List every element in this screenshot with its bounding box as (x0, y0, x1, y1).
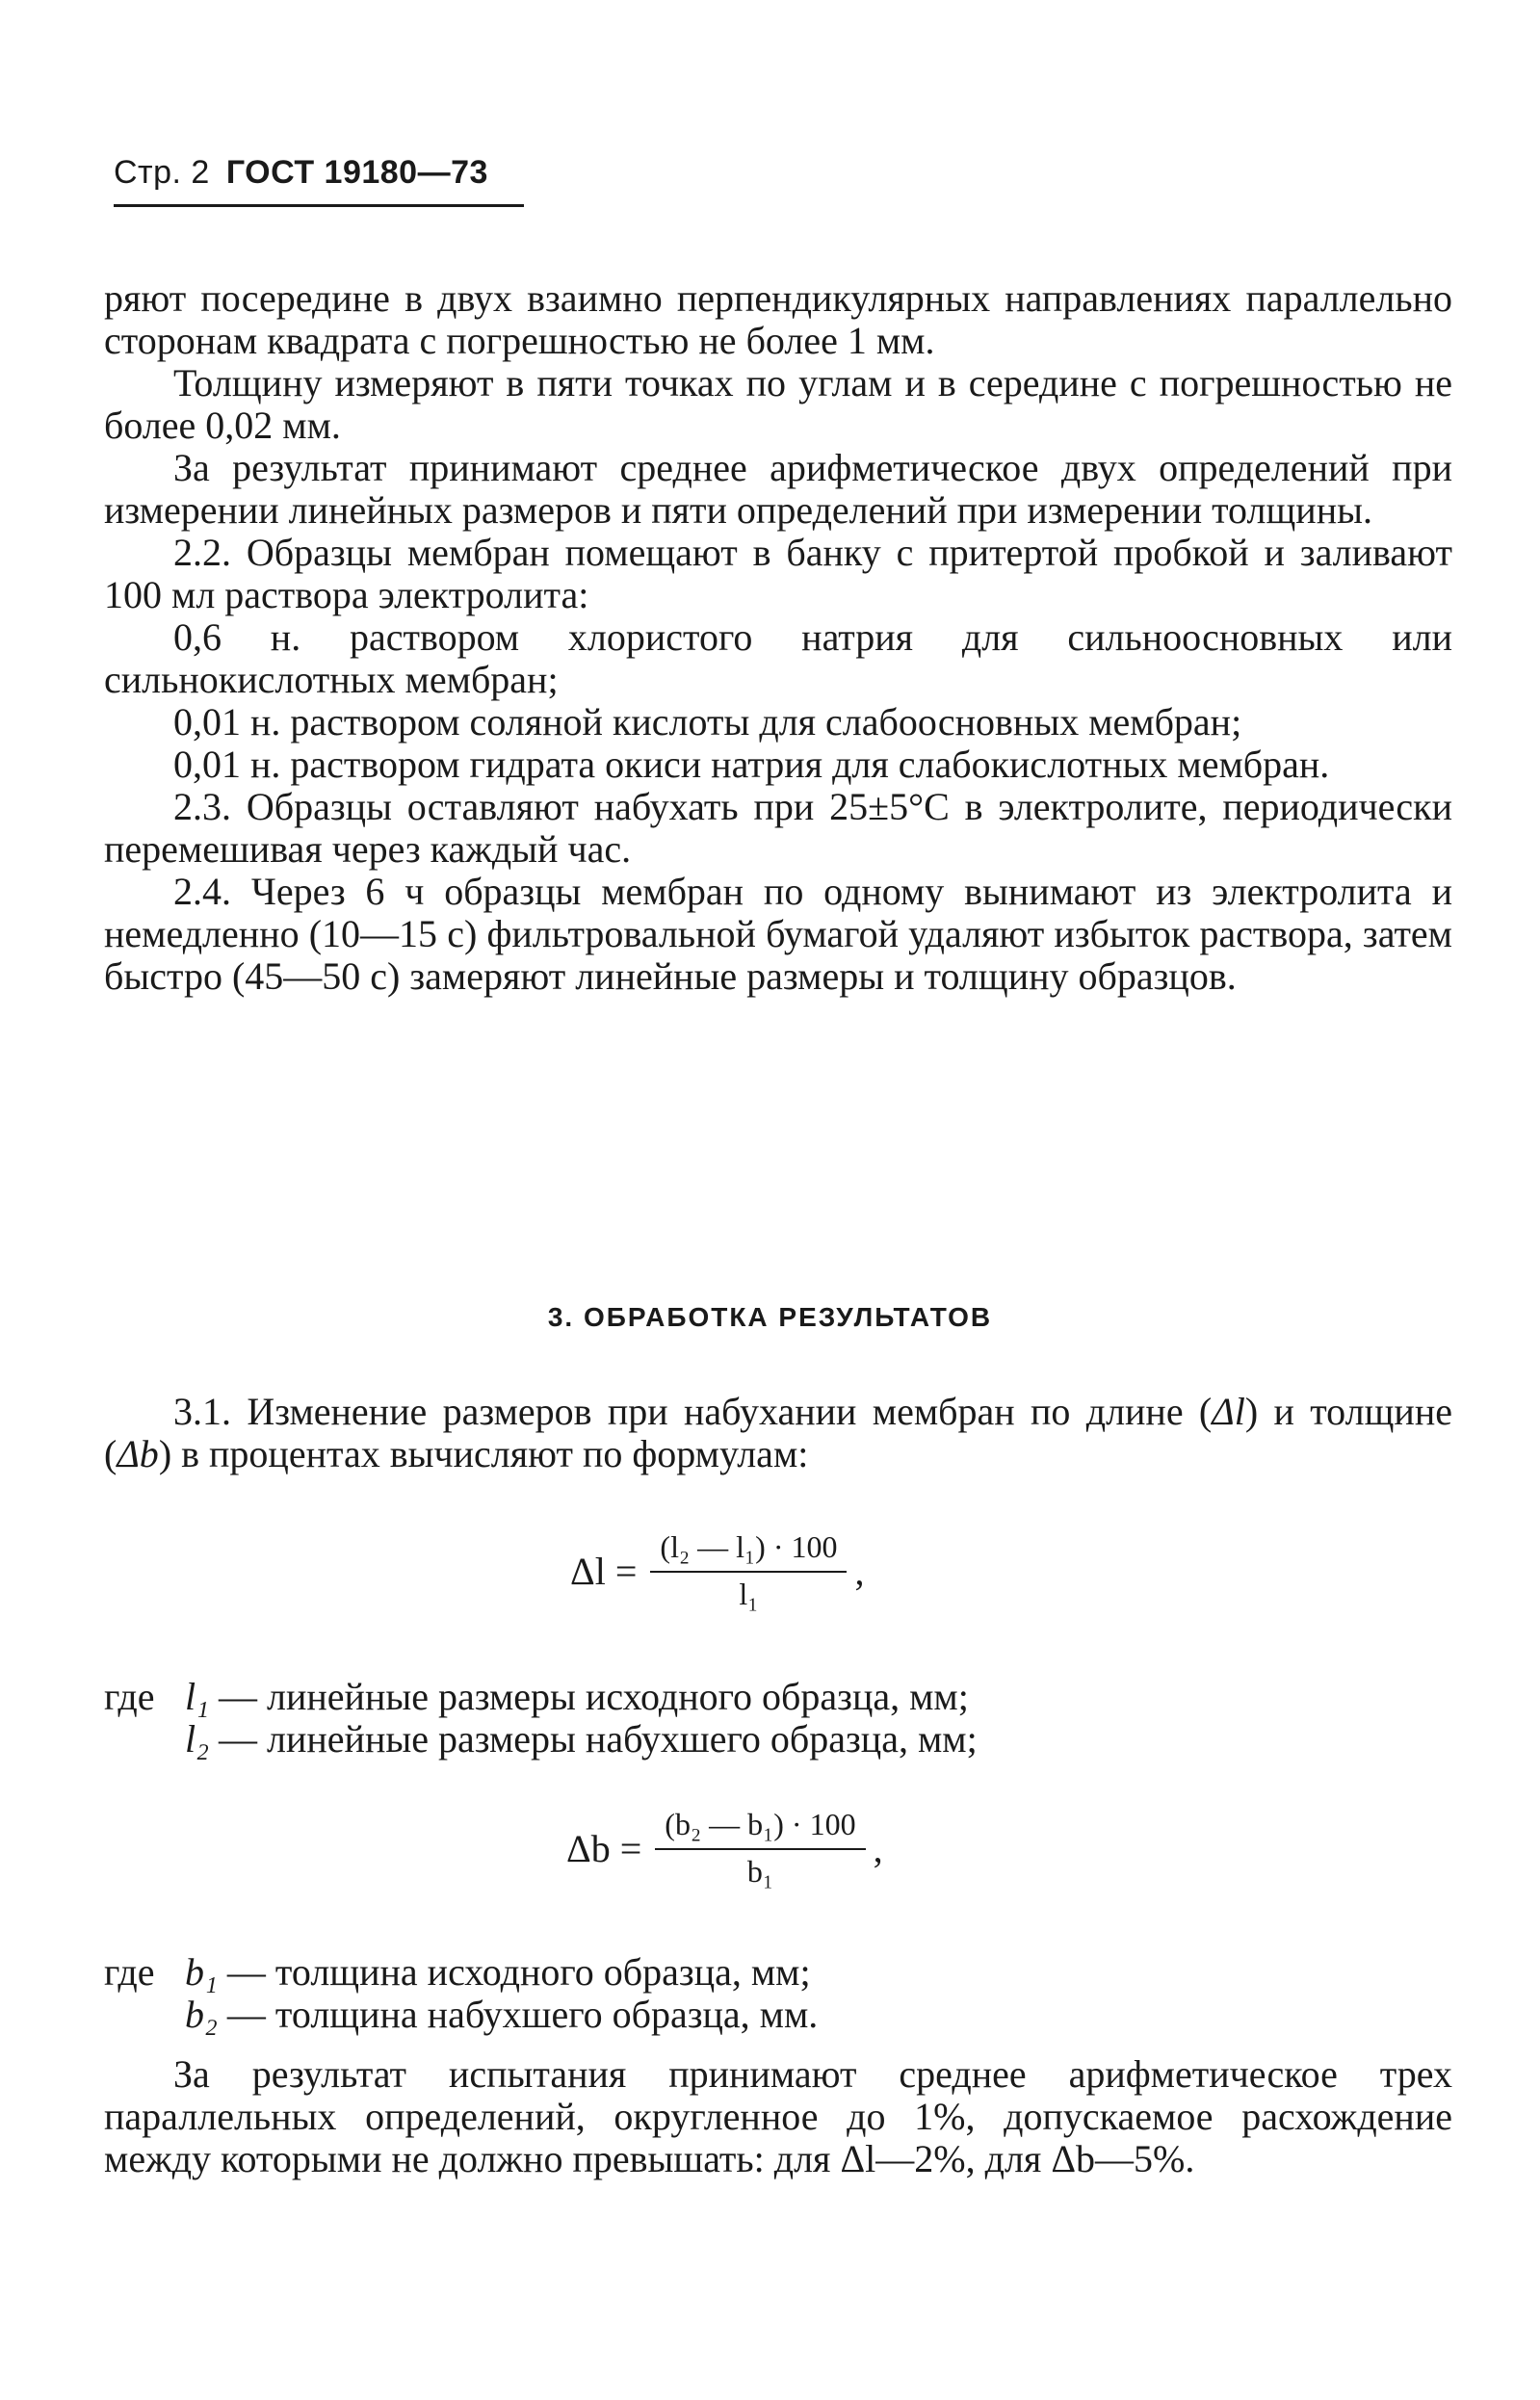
page-number: Стр. 2 (114, 154, 210, 191)
section-3-title: 3. ОБРАБОТКА РЕЗУЛЬТАТОВ (547, 1302, 993, 1332)
paragraph-2-3: 2.3. Образцы оставляют набухать при 25±5°С в электролите, периодически перемешивая через каждый час. (104, 785, 1452, 871)
paragraph: ряют посередине в двух взаимно перпендикулярных направлениях параллельно сторонам квадрата с погрешностью не более 1 мм. (104, 276, 1452, 362)
paragraph-final: За результат испытания принимают среднее арифметическое трех параллельных определений, округленное до 1%, допускаемое расхождение между которыми не должно превышать: для Δl—2%, для Δb—5%. (104, 2052, 1452, 2180)
formula-lhs: Δl = (570, 1549, 638, 1593)
paragraph: 0,01 н. раствором гидрата окиси натрия для слабокислотных мембран. (173, 743, 1330, 786)
numerator: (l₂ — l₁) · 100 (660, 1529, 838, 1564)
paragraph-2-4: 2.4. Через 6 ч образцы мембран по одному вынимают из электролита и немедленно (10—15 с) фильтровальной бумагой удаляют избыток раствора, затем быстро (45—50 с) замеряют линейные размеры и толщину образцов. (104, 870, 1452, 998)
where-list-1 (104, 1676, 978, 1761)
paragraph-2-2: 2.2. Образцы мембран помещают в банку с притертой пробкой и заливают 100 мл раствора электролита: (104, 531, 1452, 616)
denominator: b₁ (746, 1854, 773, 1889)
standard-number: ГОСТ 19180—73 (225, 154, 488, 191)
paragraph: 0,01 н. раствором соляной кислоты для слабоосновных мембран; (173, 700, 1242, 743)
paragraph: За результат принимают среднее арифметическое двух определений при измерении линейных размеров и пяти определений при измерении толщины. (104, 446, 1452, 532)
paragraph-3-1: 3.1. Изменение размеров при набухании мембран по длине (Δl) и толщине (Δb) в процентах вычисляют по формулам: (104, 1390, 1452, 1475)
page-header (114, 154, 488, 192)
formula-comma: , (873, 1826, 883, 1870)
where-item: l₂ — линейные размеры набухшего образца, мм; (185, 1717, 978, 1761)
numerator: (b₂ — b₁) · 100 (665, 1807, 856, 1841)
paragraph: 0,6 н. раствором хлористого натрия для сильноосновных или сильнокислотных мембран; (104, 615, 1452, 701)
section-3-intro (104, 1391, 1452, 1475)
formula-lhs: Δb = (566, 1826, 642, 1870)
fraction (655, 1807, 865, 1890)
formula-comma: , (854, 1549, 865, 1593)
header-rule (114, 204, 524, 207)
fraction (650, 1529, 847, 1612)
denominator: l₁ (739, 1577, 759, 1611)
section-2-continuation (104, 277, 1452, 998)
paragraph: Толщину измеряют в пяти точках по углам и в середине с погрешностью не более 0,02 мм. (104, 361, 1452, 447)
section-3-conclusion (104, 2053, 1452, 2180)
where-item: b₂ — толщина набухшего образца, мм. (185, 1993, 819, 2036)
where-item: где b₁ — толщина исходного образца, мм; (104, 1950, 811, 1994)
where-list-2 (104, 1951, 818, 2036)
formula-delta-l (570, 1529, 864, 1612)
formula-delta-b (566, 1807, 883, 1890)
where-item: где l₁ — линейные размеры исходного образца, мм; (104, 1675, 969, 1718)
